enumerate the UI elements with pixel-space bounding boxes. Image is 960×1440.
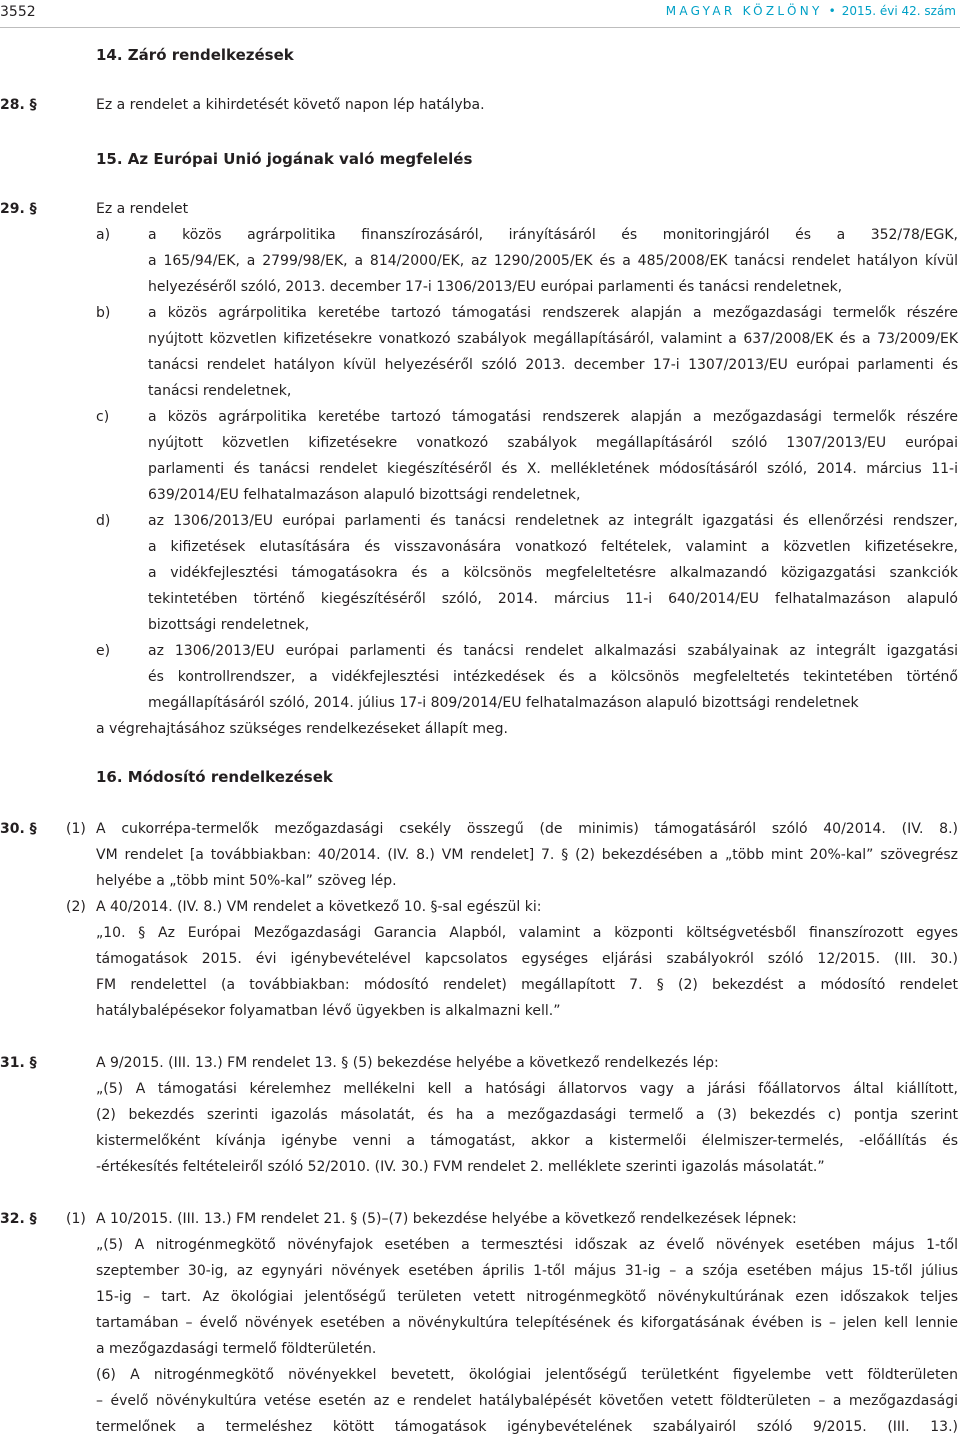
chapter-heading-15: 15. Az Európai Unió jogának való megfelelés [96, 150, 473, 168]
text-line: a 165/94/EK, a 2799/98/EK, a 814/2000/EK, az 1290/2005/EK és a 485/2008/EK tanácsi rendelet hatályon kívül [148, 253, 958, 269]
item-label-b: b) [96, 305, 111, 321]
header-bullet: • [828, 4, 836, 18]
text-line: kistermelőként kívánja igénybe venni a támogatást, akkor a kistermelői élelmiszer-termelés, -előállítás és [96, 1133, 958, 1149]
text-line: nyújtott közvetlen kifizetésekre vonatkozó szabályok megállapításáról szóló 1307/2013/EU európai [148, 435, 958, 451]
text-line: a mezőgazdasági termelő földterületén. [96, 1341, 377, 1357]
text-line: A cukorrépa-termelők mezőgazdasági csekély összegű (de minimis) támogatásáról szóló 40/2014. (IV. 8.) [96, 821, 958, 837]
text-line: megállapításáról szóló, 2014. július 17-i 809/2014/EU felhatalmazáson alapuló bizottsági rendeletnek [148, 695, 859, 711]
section-number-30: 30. § [0, 821, 37, 837]
text-line: a közös agrárpolitika keretébe tartozó támogatási rendszerek alapján a mezőgazdasági termelők részére [148, 305, 958, 321]
section-number-32: 32. § [0, 1211, 37, 1227]
text-line: 639/2014/EU felhatalmazáson alapuló bizottsági rendeletnek, [148, 487, 581, 503]
text-line: parlamenti és tanácsi rendelet kiegészítéséről és X. mellékletének módosításáról szóló, 2014. március 11-i [148, 461, 958, 477]
text-line: az 1306/2013/EU európai parlamenti és tanácsi rendeletnek az integrált igazgatási és ellenőrzési rendszer, [148, 513, 958, 529]
item-text-d [148, 508, 958, 638]
text-line: VM rendelet [a továbbiakban: 40/2014. (IV. 8.) VM rendelet] 7. § (2) bekezdésében a „több mint 20%-kal” szövegrész [96, 847, 958, 863]
text-line: tartamában – évelő növények esetében a növénykultúra telepítésének és kiforgatásának évében is – jelen kell lennie [96, 1315, 958, 1331]
text-line: a kifizetések elutasítására és visszavonására vonatkozó feltételek, valamint a közvetlen kifizetésekre, [148, 539, 958, 555]
text-line: (6) A nitrogénmegkötő növényekkel bevetett, ökológiai jelentőségű területként figyelembe vett földterületen [96, 1367, 958, 1383]
text-line: termelőnek a termeléshez kötött támogatások igénybevételének szabályairól szóló 9/2015. (III. 13.) [96, 1419, 958, 1435]
item-label-e: e) [96, 643, 111, 659]
item-label-d: d) [96, 513, 111, 529]
text-line: 15-ig – tart. Az ökológiai jelentőségű területen vetett nitrogénmegkötő növénykultúrának ezen időszakok teljes [96, 1289, 958, 1305]
text-line: FM rendelettel (a továbbiakban: módosító rendelet) megállapított 7. § (2) bekezdést a módosító rendelet [96, 977, 958, 993]
text-line: tekintetében történő kiegészítéséről szóló, 2014. március 11-i 640/2014/EU felhatalmazáson alapuló [148, 591, 958, 607]
text-line: támogatások 2015. évi igénybevételével kapcsolatos egységes eljárási szabályokról szóló 12/2015. (III. 30.) [96, 951, 958, 967]
section-number-31: 31. § [0, 1055, 37, 1071]
text-line: hatálybalépésekor folyamatban lévő ügyekben is alkalmazni kell.” [96, 1003, 561, 1019]
paragraph-label-32-1: (1) [66, 1211, 86, 1227]
issue-label: 2015. évi 42. szám [841, 4, 956, 18]
item-label-c: c) [96, 409, 110, 425]
text-line: a vidékfejlesztési támogatásokra és a kölcsönös megfeleltetésre alkalmazandó közigazgatási szankciók [148, 565, 958, 581]
text-line: nyújtott közvetlen kifizetésekre vonatkozó szabályok megállapításáról, valamint a 637/2008/EK és a 73/2009/EK [148, 331, 958, 347]
journal-header [666, 4, 956, 18]
text-line: az 1306/2013/EU európai parlamenti és tanácsi rendelet alkalmazási szabályainak az integrált igazgatási [148, 643, 958, 659]
text-line: (2) bekezdés szerinti igazolás másolatát, és ha a mezőgazdasági termelő a (3) bekezdés c) pontja szerint [96, 1107, 958, 1123]
text-line: a közös agrárpolitika keretébe tartozó támogatási rendszerek alapján a mezőgazdasági termelők részére [148, 409, 958, 425]
text-line: – évelő növénykultúra vetése esetén az e rendelet hatálybalépését követően vetett földterületen – a mezőgazdasági [96, 1393, 958, 1409]
item-label-a: a) [96, 227, 111, 243]
text-line: tanácsi rendelet hatályon kívül helyezéséről szóló 2013. december 17-i 1307/2013/EU európai parlamenti és [148, 357, 958, 373]
page-header [0, 0, 960, 30]
text-line: bizottsági rendeletnek, [148, 617, 310, 633]
section-closing-29: a végrehajtásához szükséges rendelkezéseket állapít meg. [96, 721, 508, 737]
text-line: szeptember 30-ig, az egynyári növények esetében április 1-től május 31-ig – a szója esetében május 15-től július [96, 1263, 958, 1279]
text-line: és kontrollrendszer, a vidékfejlesztési intézkedések és a kölcsönös megfeleltetés tekintetében történő [148, 669, 958, 685]
amendment-text-32-5 [96, 1232, 958, 1362]
text-line: -értékesítés feltételeiről szóló 52/2010. (IV. 30.) FVM rendelet 2. melléklete szerinti igazolás másolatát.” [96, 1159, 825, 1175]
chapter-heading-16: 16. Módosító rendelkezések [96, 768, 333, 786]
item-text-c [148, 404, 958, 508]
header-rule [0, 27, 960, 28]
amendment-text-30 [96, 920, 958, 1024]
section-number-29: 29. § [0, 201, 37, 217]
text-line: helyezéséről szóló, 2013. december 17-i 1306/2013/EU európai parlamenti és tanácsi rendeletnek, [148, 279, 843, 295]
section-number-28: 28. § [0, 97, 37, 113]
section-intro-29: Ez a rendelet [96, 201, 189, 217]
text-line: „(5) A támogatási kérelemhez mellékelni kell a hatósági állatorvos vagy a járási főállatorvos által kiállított, [96, 1081, 958, 1097]
page-number: 3552 [0, 4, 36, 20]
section-text-28: Ez a rendelet a kihirdetését követő napon lép hatályba. [96, 97, 485, 113]
section-intro-31: A 9/2015. (III. 13.) FM rendelet 13. § (5) bekezdése helyébe a következő rendelkezés lép: [96, 1055, 719, 1071]
journal-title: MAGYAR KÖZLÖNY [665, 4, 823, 18]
paragraph-label-30-2: (2) [66, 899, 86, 915]
section-intro-32: A 10/2015. (III. 13.) FM rendelet 21. § (5)–(7) bekezdése helyébe a következő rendelkezések lépnek: [96, 1211, 797, 1227]
amendment-text-32-6 [96, 1362, 958, 1440]
text-line: helyébe a „több mint 50%-kal” szöveg lép. [96, 873, 397, 889]
text-line: tanácsi rendeletnek, [148, 383, 292, 399]
amendment-text-31 [96, 1076, 958, 1180]
item-text-e [148, 638, 958, 716]
chapter-heading-14: 14. Záró rendelkezések [96, 46, 294, 64]
text-line: „(5) A nitrogénmegkötő növényfajok esetében a termesztési időszak az évelő növények esetében május 1-től [96, 1237, 958, 1253]
text-line: a közös agrárpolitika finanszírozásáról, irányításáról és monitoringjáról és a 352/78/EGK, [148, 227, 958, 243]
item-text-b [148, 300, 958, 404]
paragraph-text-30-1 [96, 816, 958, 894]
item-text-a [148, 222, 958, 300]
text-line: „10. § Az Európai Mezőgazdasági Garancia Alapból, valamint a központi költségvetésből finanszírozott egyes [96, 925, 958, 941]
paragraph-label-30-1: (1) [66, 821, 86, 837]
paragraph-intro-30-2: A 40/2014. (IV. 8.) VM rendelet a következő 10. §-sal egészül ki: [96, 899, 542, 915]
